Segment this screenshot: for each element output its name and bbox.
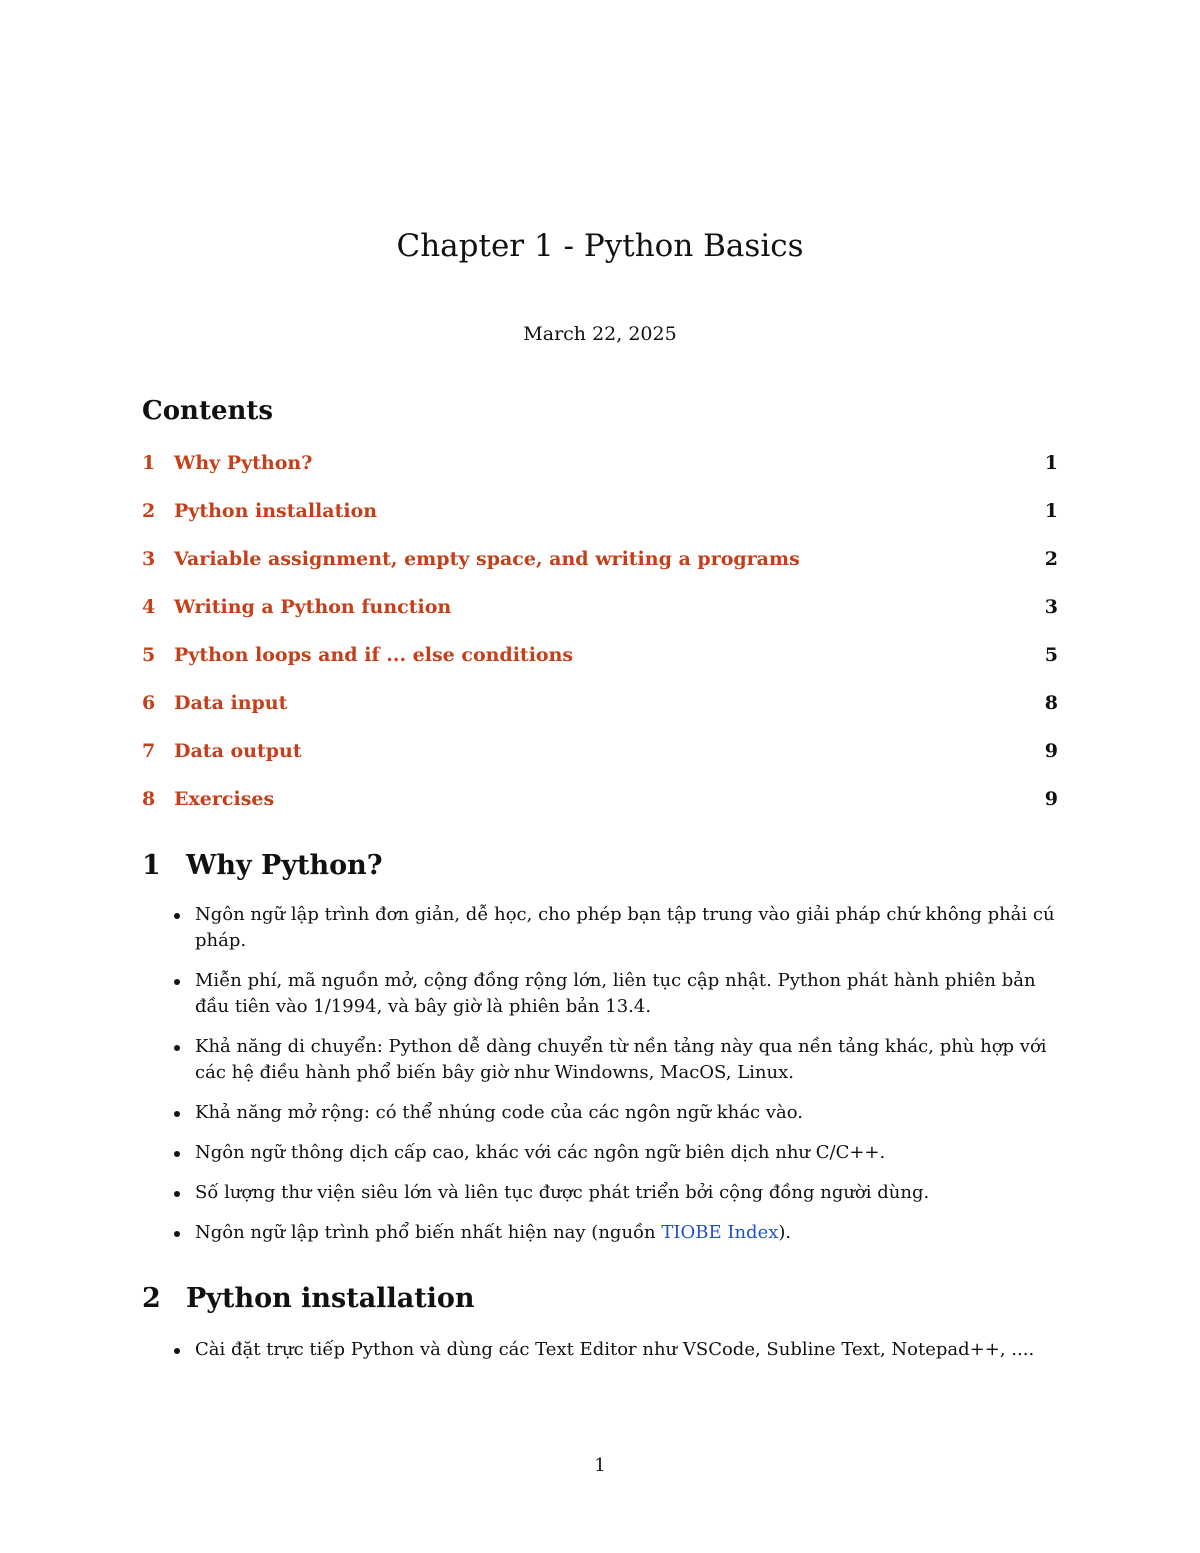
toc-entry-page: 3 — [1044, 596, 1058, 618]
section-heading-why-python — [142, 850, 383, 881]
toc-entry-page: 9 — [1044, 788, 1058, 810]
toc-entry-exercises[interactable] — [142, 788, 1058, 816]
toc-entry-page: 1 — [1044, 452, 1058, 474]
toc-entry-variable-assignment[interactable] — [142, 548, 1058, 576]
bullet-icon — [174, 979, 180, 985]
bullet-icon — [174, 1231, 180, 1237]
section-title: Why Python? — [186, 850, 383, 881]
toc-entry-page: 1 — [1044, 500, 1058, 522]
toc-entry-why-python[interactable] — [142, 452, 1058, 480]
toc-entry-number: 8 — [142, 788, 156, 810]
bullet-icon — [174, 913, 180, 919]
toc-entry-data-output[interactable] — [142, 740, 1058, 768]
list-item — [170, 1220, 1060, 1246]
contents-heading: Contents — [142, 396, 274, 426]
page-number: 1 — [594, 1455, 606, 1476]
toc-entry-number: 2 — [142, 500, 156, 522]
toc-entry-number: 6 — [142, 692, 156, 714]
list-item — [170, 1180, 1060, 1206]
toc-entry-number: 5 — [142, 644, 156, 666]
bullet-icon — [174, 1111, 180, 1117]
toc-entry-data-input[interactable] — [142, 692, 1058, 720]
bullet-icon — [174, 1348, 180, 1354]
list-item-text: Ngôn ngữ thông dịch cấp cao, khác với các ngôn ngữ biên dịch như C/C++. — [195, 1142, 886, 1163]
list-item-text: Số lượng thư viện siêu lớn và liên tục được phát triển bởi cộng đồng người dùng. — [195, 1182, 930, 1203]
list-item — [170, 968, 1060, 1020]
list-item-text: Miễn phí, mã nguồn mở, cộng đồng rộng lớn, liên tục cập nhật. Python phát hành phiên bản đầu tiên vào 1/1994, và bây giờ là phiên bản 13.4. — [195, 970, 1036, 1017]
list-item — [170, 1337, 1060, 1363]
toc-entry-number: 1 — [142, 452, 156, 474]
bullet-icon — [174, 1045, 180, 1051]
toc-entry-label: Writing a Python function — [174, 596, 452, 618]
list-item-text: Ngôn ngữ lập trình đơn giản, dễ học, cho phép bạn tập trung vào giải pháp chứ không phải cú pháp. — [195, 904, 1055, 951]
list-item-text: Cài đặt trực tiếp Python và dùng các Text Editor như VSCode, Subline Text, Notepad++, .... — [195, 1339, 1035, 1360]
list-item-text-after: ). — [778, 1222, 792, 1243]
toc-entry-label: Variable assignment, empty space, and writing a programs — [174, 548, 800, 570]
list-item-text: Khả năng di chuyển: Python dễ dàng chuyển từ nền tảng này qua nền tảng khác, phù hợp với các hệ điều hành phổ biến bây giờ như Windowns, MacOS, Linux. — [195, 1036, 1047, 1083]
toc-entry-loops-conditions[interactable] — [142, 644, 1058, 672]
toc-entry-label: Data output — [174, 740, 302, 762]
list-item — [170, 1140, 1060, 1166]
document-date: March 22, 2025 — [523, 323, 677, 345]
toc-entry-page: 5 — [1044, 644, 1058, 666]
list-item — [170, 902, 1060, 954]
section-heading-python-installation — [142, 1283, 475, 1314]
bullet-icon — [174, 1151, 180, 1157]
toc-entry-label: Exercises — [174, 788, 275, 810]
toc-entry-python-function[interactable] — [142, 596, 1058, 624]
tiobe-index-link[interactable]: TIOBE Index — [661, 1222, 779, 1243]
section-number: 1 — [142, 850, 161, 881]
toc-entry-python-installation[interactable] — [142, 500, 1058, 528]
toc-entry-number: 4 — [142, 596, 156, 618]
installation-list — [170, 1337, 1060, 1377]
section-title: Python installation — [186, 1283, 475, 1314]
toc-entry-number: 3 — [142, 548, 156, 570]
list-item — [170, 1034, 1060, 1086]
toc-entry-label: Data input — [174, 692, 288, 714]
list-item — [170, 1100, 1060, 1126]
toc-entry-number: 7 — [142, 740, 156, 762]
toc-entry-page: 9 — [1044, 740, 1058, 762]
toc-entry-page: 2 — [1044, 548, 1058, 570]
toc-entry-label: Python loops and if ... else conditions — [174, 644, 574, 666]
toc-entry-label: Python installation — [174, 500, 378, 522]
bullet-icon — [174, 1191, 180, 1197]
toc-entry-page: 8 — [1044, 692, 1058, 714]
document-title: Chapter 1 - Python Basics — [396, 228, 804, 264]
why-python-list — [170, 902, 1060, 1260]
section-number: 2 — [142, 1283, 161, 1314]
list-item-text: Khả năng mở rộng: có thể nhúng code của các ngôn ngữ khác vào. — [195, 1102, 803, 1123]
toc-entry-label: Why Python? — [174, 452, 313, 474]
list-item-text-before: Ngôn ngữ lập trình phổ biến nhất hiện nay (nguồn — [195, 1222, 662, 1243]
